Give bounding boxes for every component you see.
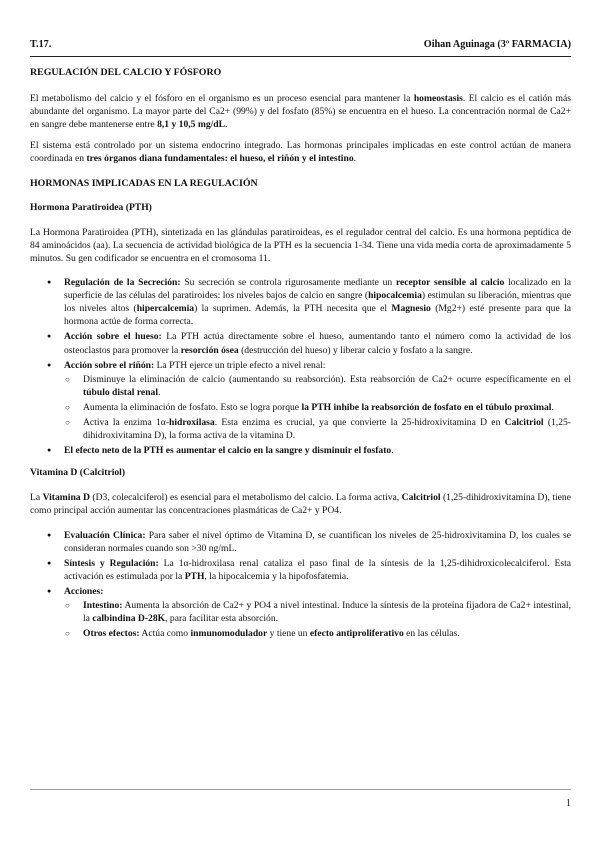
document-page — [30, 0, 571, 848]
list-item-acciones: ● Acciones: ○ Intestino: Aumenta la absorción de Ca2+ y PO4 a nivel intestinal. Induce la síntesis de la proteína fijadora de Ca2+ intestinal, la calbindina D-28K, para facilitar esta absorción. ○ Otros efectos: Actúa como inmunomodulador y tiene un efecto antiproliferativo en las células. — [30, 585, 571, 640]
list-item-rinon: ● Acción sobre el riñón: La PTH ejerce un triple efecto a nivel renal: ○ Disminuye la eliminación de calcio (aumentando su reabsorción). Esta reabsorción de Ca2+ ocurre específicamente en el túbulo distal renal. ○ Aumenta la eliminación de fosfato. Esto se logra porque la PTH inhibe la reabsorción de fosfato en el túbulo proximal. ○ Activa la enzima 1α-hidroxilasa. Esta enzima es crucial, ya que convierte la 25-hidroxivitamina D en Calcitriol (1,25-dihidroxivitamina D), la forma activa de la vitamina D. — [30, 359, 571, 443]
list-item-hueso: ● Acción sobre el hueso: La PTH actúa directamente sobre el hueso, aumentando tanto el número como la actividad de los osteoclastos para promover la resorción ósea (destrucción del hueso) y liberar calcio y fosfato a la sangre. — [30, 330, 571, 356]
page-header — [30, 38, 571, 52]
list-item-efecto-neto: ● El efecto neto de la PTH es aumentar el calcio en la sangre y disminuir el fosfato. — [30, 444, 571, 457]
vitamina-d-intro: La Vitamina D (D3, colecalciferol) es esencial para el metabolismo del calcio. La forma activa, Calcitriol (1,25-dihidroxivitamina D), tiene como principal acción aumentar las concentraciones plasmáticas de Ca2+ y PO4. — [30, 492, 571, 517]
header-author: Oihan Aguinaga (3º FARMACIA) — [423, 39, 571, 50]
pth-heading: Hormona Paratiroidea (PTH) — [30, 201, 152, 213]
sublist-item-hidroxilasa: ○ Activa la enzima 1α-hidroxilasa. Esta enzima es crucial, ya que convierte la 25-hidroxivitamina D en Calcitriol (1,25-dihidroxivitamina D), la forma activa de la vitamina D. — [64, 416, 571, 442]
list-item-evaluacion: ● Evaluación Clínica: Para saber el nivel óptimo de Vitamina D, se cuantifican los niveles de 25-hidroxivitamina D, los cuales se consideran normales cuando son >30 ng/mL. — [30, 529, 571, 555]
header-topic: T.17. — [30, 39, 52, 50]
section-heading-hormonas: HORMONAS IMPLICADAS EN LA REGULACIÓN — [30, 177, 258, 189]
document-title: REGULACIÓN DEL CALCIO Y FÓSFORO — [30, 67, 222, 78]
rinon-sublist — [64, 373, 571, 442]
header-rule — [30, 56, 571, 57]
list-item-secrecion: ● Regulación de la Secreción: Su secreción se controla rigurosamente mediante un receptor sensible al calcio localizado en la superficie de las células del paratiroides: los niveles bajos de calcio en sangre (hipocalcemia) estimulan su liberación, mientras que los niveles altos (hipercalcemia) la suprimen. Además, la PTH necesita que el Magnesio (Mg2+) esté presente para que la hormona actúe de forma correcta. — [30, 276, 571, 328]
sublist-item-calcio: ○ Disminuye la eliminación de calcio (aumentando su reabsorción). Esta reabsorción de Ca2+ ocurre específicamente en el túbulo distal renal. — [64, 373, 571, 399]
acciones-sublist — [64, 599, 571, 640]
footer-rule — [30, 789, 571, 790]
vitamina-d-bullet-list — [30, 529, 571, 641]
intro-paragraph-2: El sistema está controlado por un sistema endocrino integrado. Las hormonas principales implicadas en este control actúan de manera coordinada en tres órganos diana fundamentales: el hueso, el riñón y el intestino. — [30, 140, 571, 165]
pth-intro: La Hormona Paratiroidea (PTH), sintetizada en las glándulas paratiroideas, es el regulador central del calcio. Es una hormona peptídica de 84 aminoácidos (aa). La secuencia de actividad biológica de la PTH es la secuencia 1-34. Tiene una vida media corta de aproximadamente 5 minutos. Su gen codificador se encuentra en el cromosoma 11. — [30, 226, 571, 264]
sublist-item-otros-efectos: ○ Otros efectos: Actúa como inmunomodulador y tiene un efecto antiproliferativo en las células. — [64, 627, 571, 640]
pth-bullet-list — [30, 276, 571, 457]
document-body — [30, 66, 571, 642]
page-number: 1 — [566, 798, 571, 809]
intro-paragraph-1: El metabolismo del calcio y el fósforo en el organismo es un proceso esencial para mantener la homeostasis. El calcio es el catión más abundante del organismo. La mayor parte del Ca2+ (99%) y del fosfato (85%) se encuentra en el hueso. La concentración normal de Ca2+ en sangre debe mantenerse entre 8,1 y 10,5 mg/dL. — [30, 93, 571, 131]
vitamina-d-heading: Vitamina D (Calcitriol) — [30, 467, 126, 479]
sublist-item-intestino: ○ Intestino: Aumenta la absorción de Ca2+ y PO4 a nivel intestinal. Induce la síntesis de la proteína fijadora de Ca2+ intestinal, la calbindina D-28K, para facilitar esta absorción. — [64, 599, 571, 625]
list-item-sintesis: ● Síntesis y Regulación: La 1α-hidroxilasa renal cataliza el paso final de la síntesis de la 1,25-dihidroxicolecalciferol. Esta activación es estimulada por la PTH, la hipocalcemia y la hipofosfatemia. — [30, 557, 571, 583]
sublist-item-fosfato: ○ Aumenta la eliminación de fosfato. Esto se logra porque la PTH inhibe la reabsorción de fosfato en el túbulo proximal. — [64, 401, 571, 414]
